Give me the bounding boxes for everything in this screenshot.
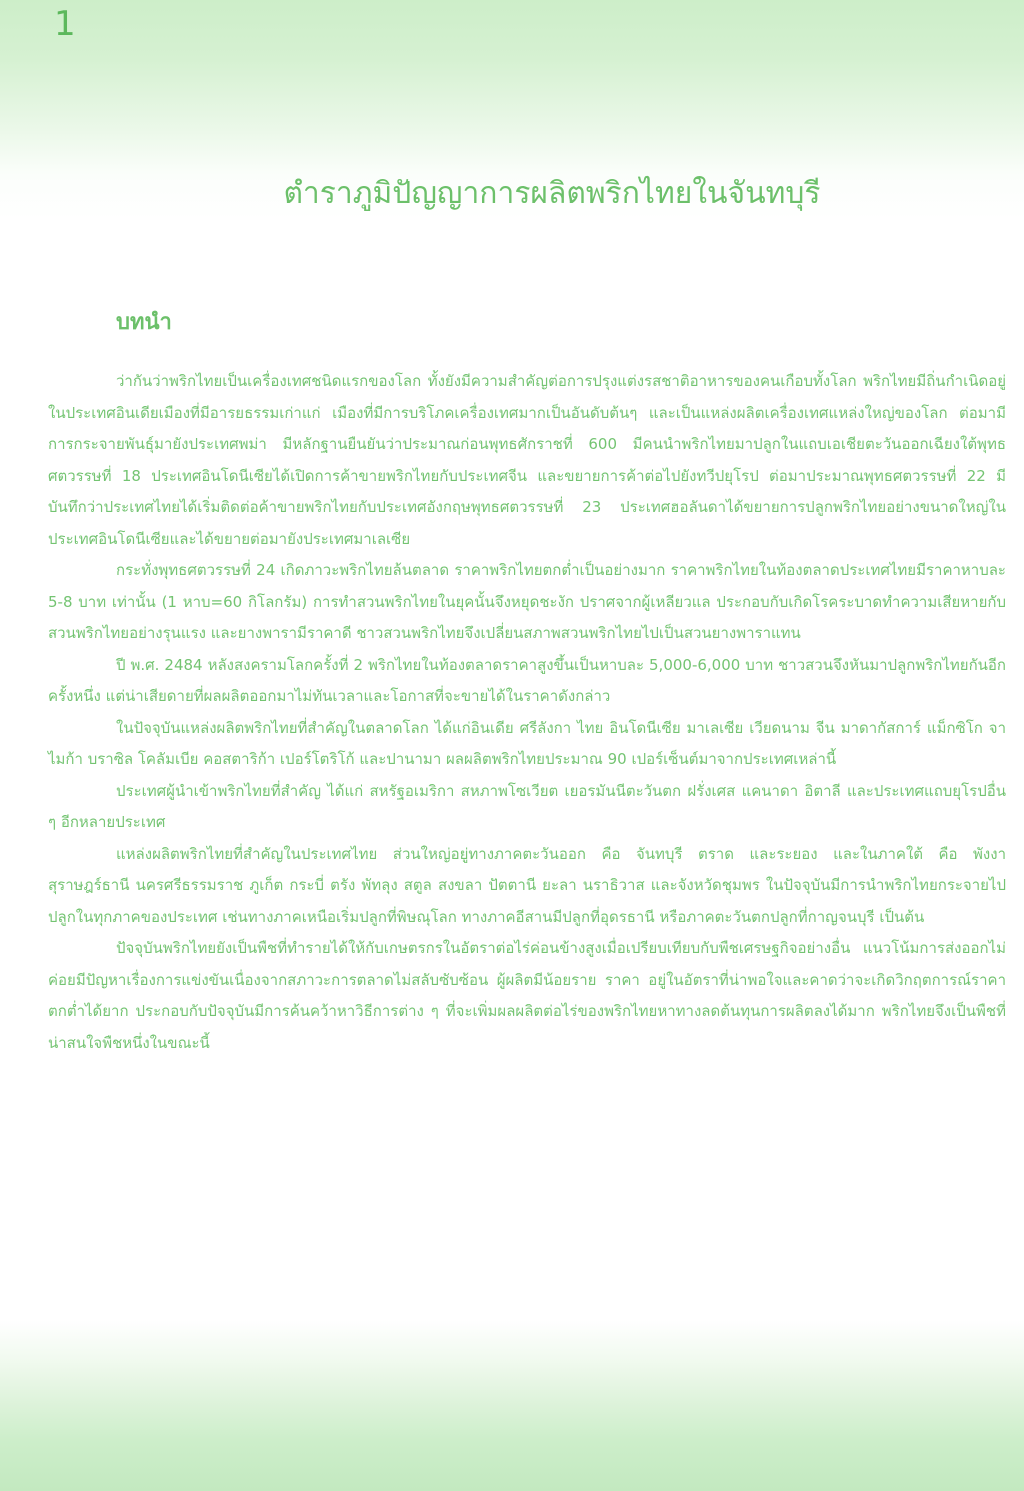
section-heading: บทนำ xyxy=(116,310,172,335)
paragraph: ปัจจุบันพริกไทยยังเป็นพืชที่ทำรายได้ให้กับเกษตรกรในอัตราต่อไร่ค่อนข้างสูงเมื่อเปรียบเทียบกับพืชเศรษฐกิจอย่างอื่น แนวโน้มการส่งออกไม่ค่อยมีปัญหาเรื่องการแข่งขันเนื่องจากสภาวะการตลาดไม่สลับซับซ้อน ผู้ผลิตมีน้อยราย ราคา อยู่ในอัตราที่น่าพอใจและคาดว่าจะเกิดวิกฤตการณ์ราคาตกต่ำได้ยาก ประกอบกับปัจจุบันมีการค้นคว้าหาวิธีการต่าง ๆ ที่จะเพิ่มผลผลิตต่อไร่ของพริกไทยหาทางลดต้นทุนการผลิตลงได้มาก พริกไทยจึงเป็นพืชที่น่าสนใจพืชหนึ่งในขณะนี้ xyxy=(48,939,1006,1052)
paragraph: ในปัจจุบันแหล่งผลิตพริกไทยที่สำคัญในตลาดโลก ได้แก่อินเดีย ศรีลังกา ไทย อินโดนีเซีย มาเลเซีย เวียดนาม จีน มาดากัสการ์ แม็กซิโก จาไมก้า บราซิล โคลัมเบีย คอสตาริก้า เปอร์โตริโก้ และปานามา ผลผลิตพริกไทยประมาณ 90 เปอร์เซ็นต์มาจากประเทศเหล่านี้ xyxy=(48,718,1006,768)
paragraph: ปี พ.ศ. 2484 หลังสงครามโลกครั้งที่ 2 พริกไทยในท้องตลาดราคาสูงขึ้นเป็นหาบละ 5,000-6,000 บาท ชาวสวนจึงหันมาปลูกพริกไทยกันอีกครั้งหนึ่ง แต่น่าเสียดายที่ผลผลิตออกมาไม่ทันเวลาและโอกาสที่จะขายได้ในราคาดังกล่าว xyxy=(48,655,1006,705)
paragraph: กระทั่งพุทธศตวรรษที่ 24 เกิดภาวะพริกไทยล้นตลาด ราคาพริกไทยตกต่ำเป็นอย่างมาก ราคาพริกไทยในท้องตลาดประเทศไทยมีราคาหาบละ 5-8 บาท เท่านั้น (1 หาบ=60 กิโลกรัม) การทำสวนพริกไทยในยุคนั้นจึงหยุดชะงัก ปราศจากผู้เหลียวแล ประกอบกับเกิดโรคระบาดทำความเสียหายกับสวนพริกไทยอย่างรุนแรง และยางพารามีราคาดี ชาวสวนพริกไทยจึงเปลี่ยนสภาพสวนพริกไทยไปเป็นสวนยางพาราแทน xyxy=(48,561,1006,642)
page-number: 1 xyxy=(54,4,76,44)
paragraph: ประเทศผู้นำเข้าพริกไทยที่สำคัญ ได้แก่ สหรัฐอเมริกา สหภาพโซเวียต เยอรมันนีตะวันตก ฝรั่งเศส แคนาดา อิตาลี และประเทศแถบยุโรปอื่น ๆ อีกหลายประเทศ xyxy=(48,781,1006,831)
paragraph: ว่ากันว่าพริกไทยเป็นเครื่องเทศชนิดแรกของโลก ทั้งยังมีความสำคัญต่อการปรุงแต่งรสชาติอาหารของคนเกือบทั้งโลก พริกไทยมีถิ่นกำเนิดอยู่ในประเทศอินเดียเมืองที่มีอารยธรรมเก่าแก่ เมืองที่มีการบริโภคเครื่องเทศมากเป็นอันดับต้นๆ และเป็นแหล่งผลิตเครื่องเทศแหล่งใหญ่ของโลก ต่อมามีการกระจายพันธุ์มายังประเทศพม่า มีหลักฐานยืนยันว่าประมาณก่อนพุทธศักราชที่ 600 มีคนนำพริกไทยมาปลูกในแถบเอเชียตะวันออกเฉียงใต้พุทธศตวรรษที่ 18 ประเทศอินโดนีเซียได้เปิดการค้าขายพริกไทยกับประเทศจีน และขยายการค้าต่อไปยังทวีปยุโรป ต่อมาประมาณพุทธศตวรรษที่ 22 มีบันทึกว่าประเทศไทยได้เริ่มติดต่อค้าขายพริกไทยกับประเทศอังกฤษพุทธศตวรรษที่ 23 ประเทศฮอลันดาได้ขยายการปลูกพริกไทยอย่างขนาดใหญ่ในประเทศอินโดนีเซียและได้ขยายต่อมายังประเทศมาเลเซีย xyxy=(48,372,1006,548)
paragraph: แหล่งผลิตพริกไทยที่สำคัญในประเทศไทย ส่วนใหญ่อยู่ทางภาคตะวันออก คือ จันทบุรี ตราด และระยอง และในภาคใต้ คือ พังงา สุราษฎร์ธานี นครศรีธรรมราช ภูเก็ต กระบี่ ตรัง พัทลุง สตูล สงขลา ปัตตานี ยะลา นราธิวาส และจังหวัดชุมพร ในปัจจุบันมีการนำพริกไทยกระจายไปปลูกในทุกภาคของประเทศ เช่นทางภาคเหนือเริ่มปลูกที่พิษณุโลก ทางภาคอีสานมีปลูกที่อุดรธานี หรือภาคตะวันตกปลูกที่กาญจนบุรี เป็นต้น xyxy=(48,844,1006,926)
body-text xyxy=(48,366,1006,1059)
document-title: ตำราภูมิปัญญาการผลิตพริกไทยในจันทบุรี xyxy=(283,176,821,211)
